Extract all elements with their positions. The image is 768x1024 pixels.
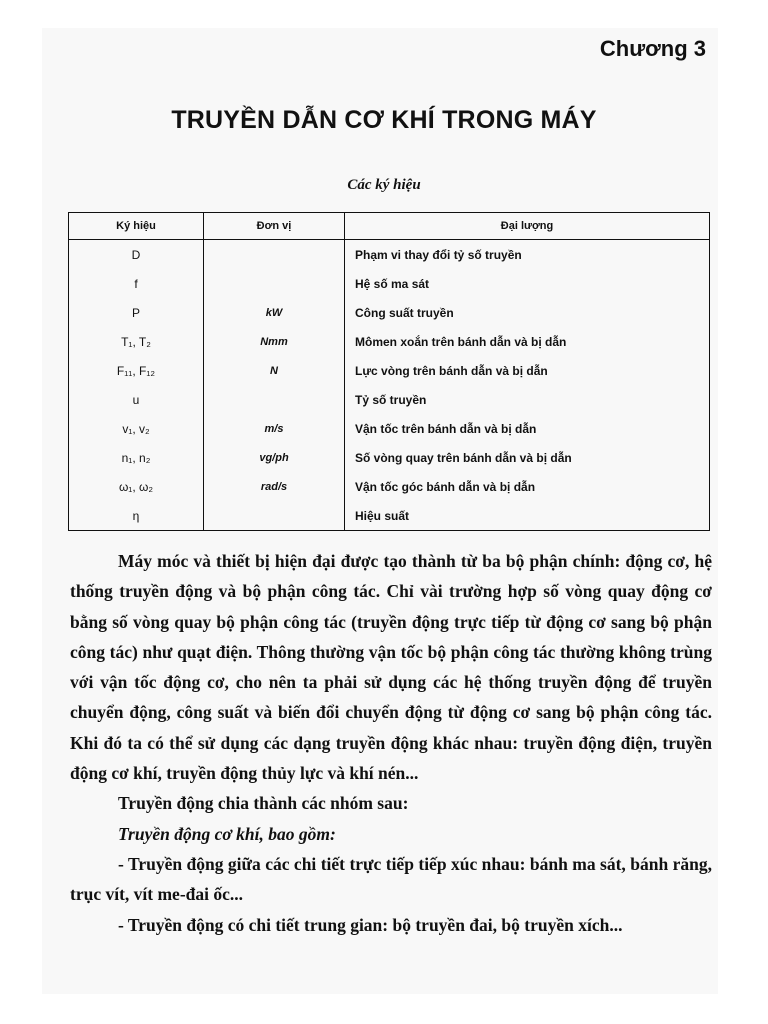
table-caption: Các ký hiệu <box>347 177 421 193</box>
unit-cell: kW <box>204 298 345 327</box>
paragraph-groups: Truyền động chia thành các nhóm sau: <box>118 793 409 814</box>
paragraph-intro: Máy móc và thiết bị hiện đại được tạo thành từ ba bộ phận chính: động cơ, hệ thống truyền động và bộ phận công tác. Chỉ vài trường hợp số vòng quay động cơ bằng số vòng quay bộ phận công tác (truyền động trực tiếp từ động cơ sang bộ phận công tác) như quạt điện. Thông thường vận tốc bộ phận công tác thường không trùng với vận tốc động cơ, cho nên ta phải sử dụng các hệ thống truyền động để truyền chuyển động, công suất và biến đổi chuyển động từ động cơ sang bộ phận công tác. Khi đó ta có thể sử dụng các dạng truyền động khác nhau: truyền động điện, truyền động cơ khí, truyền động thủy lực và khí nén... <box>70 551 712 784</box>
table-row <box>69 269 710 298</box>
symbols-table <box>68 212 710 531</box>
table-row <box>69 298 710 327</box>
symbol-cell: v₁, v₂ <box>69 414 204 443</box>
table-row <box>69 472 710 501</box>
unit-cell: N <box>204 356 345 385</box>
symbol-cell: D <box>69 240 204 270</box>
table-row <box>69 414 710 443</box>
table-row <box>69 443 710 472</box>
quantity-cell: Hiệu suất <box>345 501 710 531</box>
quantity-cell: Số vòng quay trên bánh dẫn và bị dẫn <box>345 443 710 472</box>
table-row <box>69 385 710 414</box>
symbol-cell: F₁₁, F₁₂ <box>69 356 204 385</box>
unit-cell <box>204 385 345 414</box>
unit-cell: vg/ph <box>204 443 345 472</box>
quantity-cell: Vận tốc góc bánh dẫn và bị dẫn <box>345 472 710 501</box>
header-quantity: Đại lượng <box>345 213 710 240</box>
unit-cell <box>204 240 345 270</box>
symbol-cell: T₁, T₂ <box>69 327 204 356</box>
unit-cell <box>204 269 345 298</box>
table-row <box>69 501 710 531</box>
symbol-cell: ω₁, ω₂ <box>69 472 204 501</box>
body-text <box>70 546 712 940</box>
chapter-label: Chương 3 <box>599 36 706 61</box>
quantity-cell: Vận tốc trên bánh dẫn và bị dẫn <box>345 414 710 443</box>
unit-cell: rad/s <box>204 472 345 501</box>
symbol-cell: u <box>69 385 204 414</box>
symbol-cell: η <box>69 501 204 531</box>
table-header-row <box>69 213 710 240</box>
header-unit: Đơn vị <box>204 213 345 240</box>
quantity-cell: Tỷ số truyền <box>345 385 710 414</box>
paragraph-mechanical-heading: Truyền động cơ khí, bao gồm: <box>118 823 336 844</box>
paragraph-intermediate: - Truyền động có chi tiết trung gian: bộ truyền đai, bộ truyền xích... <box>118 914 623 935</box>
table-row <box>69 240 710 270</box>
chapter-title: TRUYỀN DẪN CƠ KHÍ TRONG MÁY <box>171 106 597 134</box>
quantity-cell: Công suất truyền <box>345 298 710 327</box>
paragraph-direct-contact: - Truyền động giữa các chi tiết trực tiếp tiếp xúc nhau: bánh ma sát, bánh răng, trục vít, vít me-đai ốc... <box>70 853 712 905</box>
symbol-cell: f <box>69 269 204 298</box>
quantity-cell: Hệ số ma sát <box>345 269 710 298</box>
header-symbol: Ký hiệu <box>69 213 204 240</box>
table-row <box>69 356 710 385</box>
symbol-cell: n₁, n₂ <box>69 443 204 472</box>
quantity-cell: Lực vòng trên bánh dẫn và bị dẫn <box>345 356 710 385</box>
table-row <box>69 327 710 356</box>
quantity-cell: Phạm vi thay đổi tỷ số truyền <box>345 240 710 270</box>
unit-cell: m/s <box>204 414 345 443</box>
unit-cell <box>204 501 345 531</box>
symbol-cell: P <box>69 298 204 327</box>
unit-cell: Nmm <box>204 327 345 356</box>
quantity-cell: Mômen xoắn trên bánh dẫn và bị dẫn <box>345 327 710 356</box>
